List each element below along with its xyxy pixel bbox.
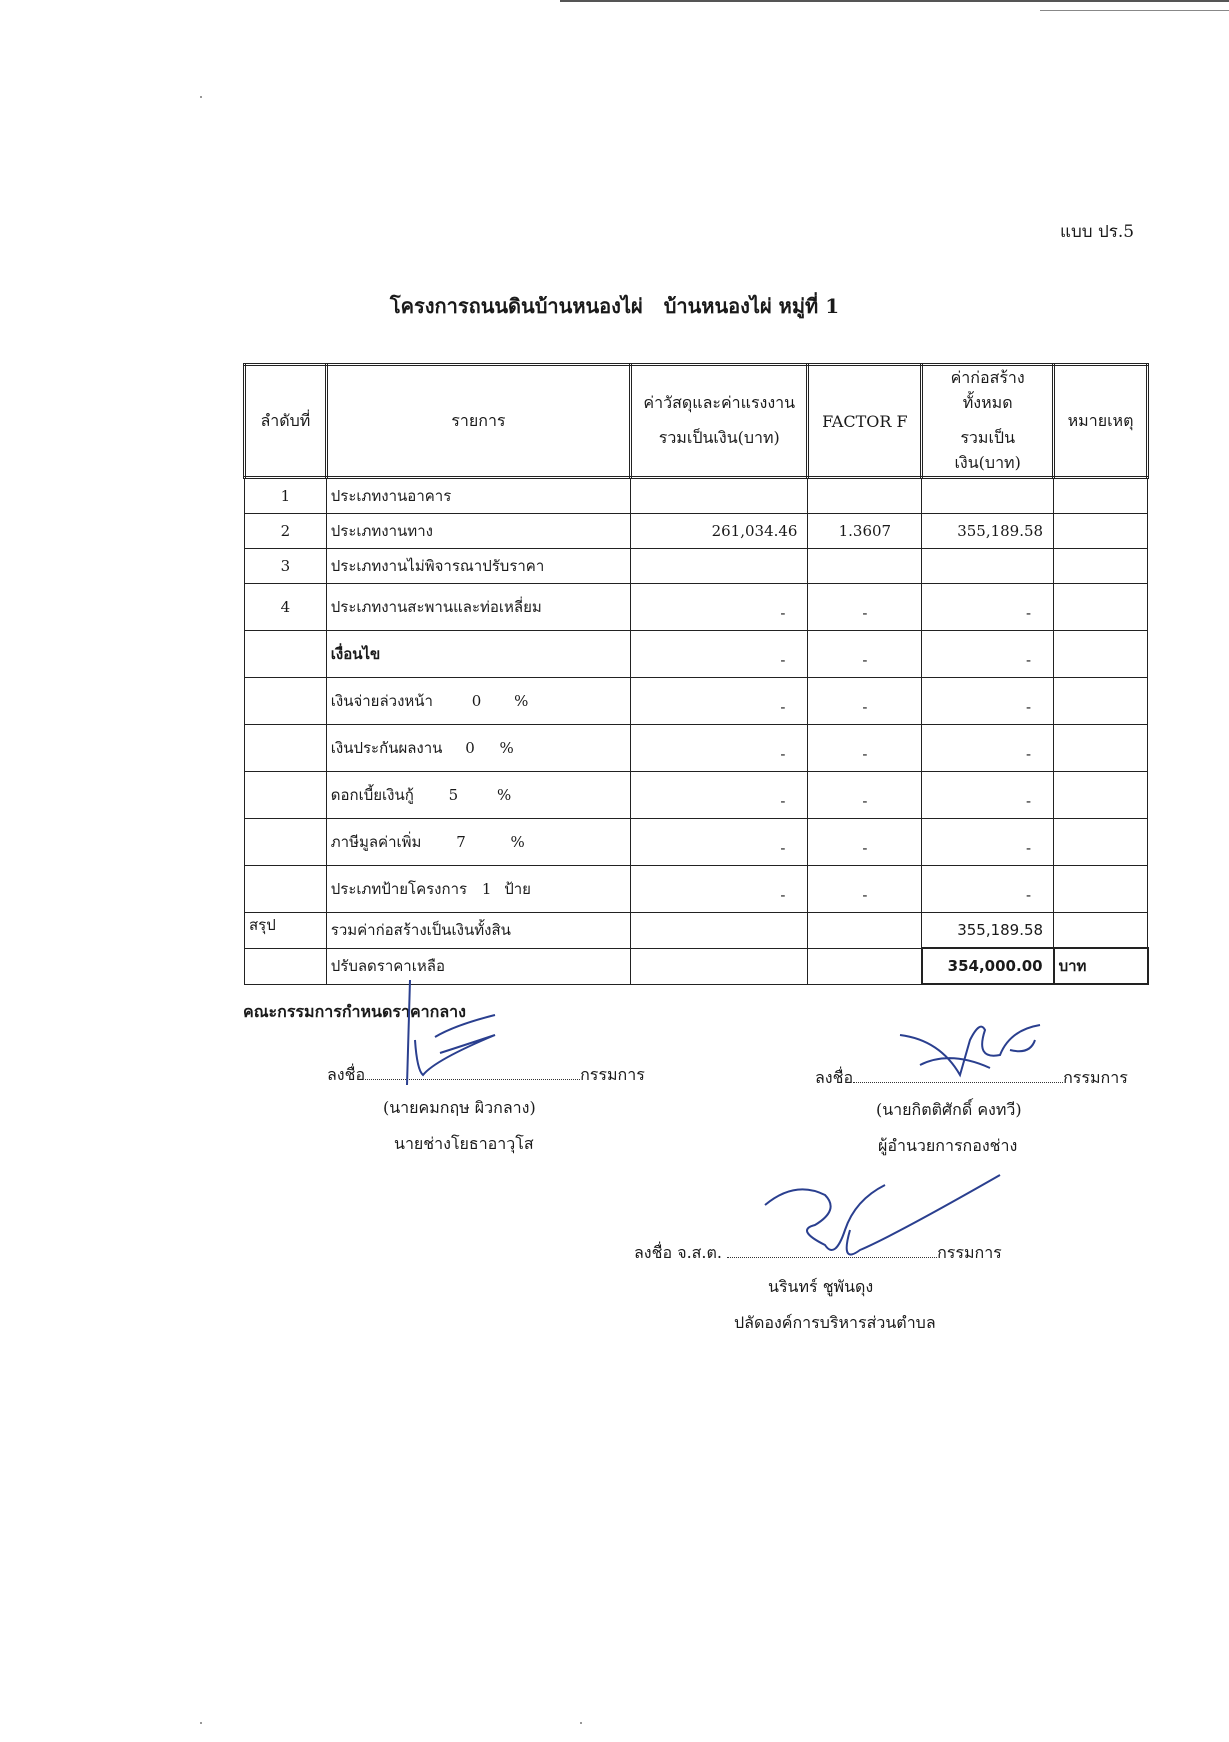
summary-adjusted-label: ปรับลดราคาเหลือ (326, 948, 630, 984)
cost-table (243, 363, 1149, 985)
row-factor: 1.3607 (808, 514, 922, 549)
row-item: ประเภทงานทาง (326, 514, 630, 549)
row-remarks (1054, 819, 1148, 866)
row-item-label: ดอกเบี้ยเงินกู้ (330, 786, 414, 804)
form-code: แบบ ปร.5 (1060, 222, 1135, 242)
table-row (245, 514, 1148, 549)
sign-role: กรรมการ (580, 1065, 645, 1084)
row-material: - (631, 772, 808, 819)
summary-empty (245, 948, 327, 984)
row-remarks (1054, 584, 1148, 631)
row-no (245, 866, 327, 913)
row-material (631, 478, 808, 514)
row-remarks (1054, 631, 1148, 678)
row-total: 355,189.58 (922, 514, 1054, 549)
row-item (326, 725, 630, 772)
member-position-1: นายช่างโยธาอาวุโส (394, 1134, 534, 1153)
header-material-cost-line2: รวมเป็นเงิน(บาท) (658, 428, 780, 447)
header-total-cost (922, 365, 1054, 478)
header-total-cost-line1: ค่าก่อสร้างทั้งหมด (950, 368, 1025, 412)
row-total (922, 478, 1054, 514)
row-unit: % (499, 739, 514, 757)
table-row (245, 478, 1148, 514)
row-item (326, 819, 630, 866)
scan-speck (200, 1722, 202, 1724)
row-factor: - (808, 631, 922, 678)
row-factor: - (808, 772, 922, 819)
row-rate: 7 (456, 833, 466, 851)
header-material-cost (631, 365, 808, 478)
row-unit: % (514, 692, 529, 710)
row-no (245, 819, 327, 866)
row-rate: 5 (448, 786, 459, 804)
header-total-cost-line2: รวมเป็นเงิน(บาท) (954, 428, 1021, 472)
row-total: - (922, 819, 1054, 866)
member-name-2: (นายกิตติศักดิ์ คงทวี) (876, 1100, 1022, 1119)
row-unit: ป้าย (504, 880, 531, 898)
table-row (245, 678, 1148, 725)
scan-speck (580, 1722, 582, 1724)
summary-empty (808, 913, 922, 949)
header-material-cost-line1: ค่าวัสดุและค่าแรงงาน (643, 393, 796, 412)
row-material: - (631, 631, 808, 678)
summary-empty (631, 948, 808, 984)
table-row (245, 772, 1148, 819)
row-no (245, 725, 327, 772)
row-no (245, 631, 327, 678)
row-factor: - (808, 725, 922, 772)
handwritten-signature-2 (860, 1010, 1050, 1080)
row-material (631, 549, 808, 584)
table-row (245, 631, 1148, 678)
row-material: - (631, 584, 808, 631)
summary-adjusted-unit: บาท (1054, 948, 1148, 984)
table-row (245, 584, 1148, 631)
project-location: บ้านหนองไผ่ หมู่ที่ 1 (663, 294, 840, 318)
row-total: - (922, 772, 1054, 819)
row-remarks (1054, 514, 1148, 549)
row-item-label: เงินจ่ายล่วงหน้า (330, 692, 433, 710)
row-factor: - (808, 819, 922, 866)
row-no: 1 (245, 478, 327, 514)
member-position-2: ผู้อำนวยการกองช่าง (878, 1136, 1018, 1155)
handwritten-signature-1 (395, 975, 505, 1095)
row-material: - (631, 678, 808, 725)
summary-total-row (245, 913, 1148, 949)
summary-empty (808, 948, 922, 984)
row-no: 2 (245, 514, 327, 549)
sign-rank: จ.ส.ต. (677, 1243, 722, 1262)
committee-heading: คณะกรรมการกำหนดราคากลาง (243, 1002, 466, 1021)
sign-prefix: ลงชื่อ (634, 1243, 673, 1262)
summary-adjusted-row (245, 948, 1148, 984)
summary-total-value: 355,189.58 (922, 913, 1054, 949)
summary-label: สรุป (245, 913, 327, 949)
row-material: - (631, 725, 808, 772)
row-total: - (922, 678, 1054, 725)
scan-speck (200, 96, 202, 98)
row-factor: - (808, 866, 922, 913)
row-total: - (922, 584, 1054, 631)
top-scan-edge (560, 0, 1229, 2)
row-material: - (631, 866, 808, 913)
row-total (922, 549, 1054, 584)
row-remarks (1054, 478, 1148, 514)
row-material: 261,034.46 (631, 514, 808, 549)
sign-prefix: ลงชื่อ (815, 1068, 854, 1087)
table-row (245, 819, 1148, 866)
member-name-1: (นายคมกฤษ ผิวกลาง) (383, 1098, 536, 1117)
row-item-label: ประเภทป้ายโครงการ (330, 880, 468, 898)
row-no: 3 (245, 549, 327, 584)
header-factor: FACTOR F (808, 365, 922, 478)
handwritten-signature-3 (755, 1170, 1005, 1270)
row-factor (808, 549, 922, 584)
summary-empty (1054, 913, 1148, 949)
sign-role: กรรมการ (937, 1243, 1002, 1262)
row-remarks (1054, 678, 1148, 725)
header-item: รายการ (326, 365, 630, 478)
row-rate: 0 (465, 739, 475, 757)
member-name-3: นรินทร์ ชูพันดุง (768, 1277, 874, 1296)
row-total: - (922, 725, 1054, 772)
row-factor: - (808, 584, 922, 631)
project-name: โครงการถนนดินบ้านหนองไผ่ (389, 294, 643, 318)
row-item: เงื่อนไข (326, 631, 630, 678)
row-no (245, 772, 327, 819)
row-item (326, 678, 630, 725)
row-item: ประเภทงานไม่พิจารณาปรับราคา (326, 549, 630, 584)
table-row (245, 549, 1148, 584)
header-no: ลำดับที่ (245, 365, 327, 478)
member-position-3: ปลัดองค์การบริหารส่วนตำบล (734, 1313, 936, 1332)
sign-prefix: ลงชื่อ (327, 1065, 366, 1084)
top-scan-edge-2 (1040, 10, 1229, 11)
row-unit: % (496, 786, 512, 804)
row-item-label: ภาษีมูลค่าเพิ่ม (330, 833, 422, 851)
row-remarks (1054, 866, 1148, 913)
row-factor (808, 478, 922, 514)
row-factor: - (808, 678, 922, 725)
row-no: 4 (245, 584, 327, 631)
summary-adjusted-value: 354,000.00 (922, 948, 1054, 984)
row-item: ประเภทงานอาคาร (326, 478, 630, 514)
table-row (245, 866, 1148, 913)
row-rate: 1 (481, 880, 492, 898)
table-row (245, 725, 1148, 772)
row-remarks (1054, 725, 1148, 772)
summary-total-label: รวมค่าก่อสร้างเป็นเงินทั้งสิน (326, 913, 630, 949)
row-unit: % (510, 833, 525, 851)
row-remarks (1054, 549, 1148, 584)
row-remarks (1054, 772, 1148, 819)
row-item-label: เงินประกันผลงาน (330, 739, 443, 757)
row-total: - (922, 866, 1054, 913)
row-total: - (922, 631, 1054, 678)
row-no (245, 678, 327, 725)
row-material: - (631, 819, 808, 866)
summary-empty (631, 913, 808, 949)
page-title (0, 290, 1229, 322)
row-rate: 0 (471, 692, 482, 710)
row-item (326, 772, 630, 819)
table-header-row (245, 365, 1148, 478)
row-item: ประเภทงานสะพานและท่อเหลี่ยม (326, 584, 630, 631)
row-item (326, 866, 630, 913)
header-remarks: หมายเหตุ (1054, 365, 1148, 478)
sign-role: กรรมการ (1063, 1068, 1128, 1087)
